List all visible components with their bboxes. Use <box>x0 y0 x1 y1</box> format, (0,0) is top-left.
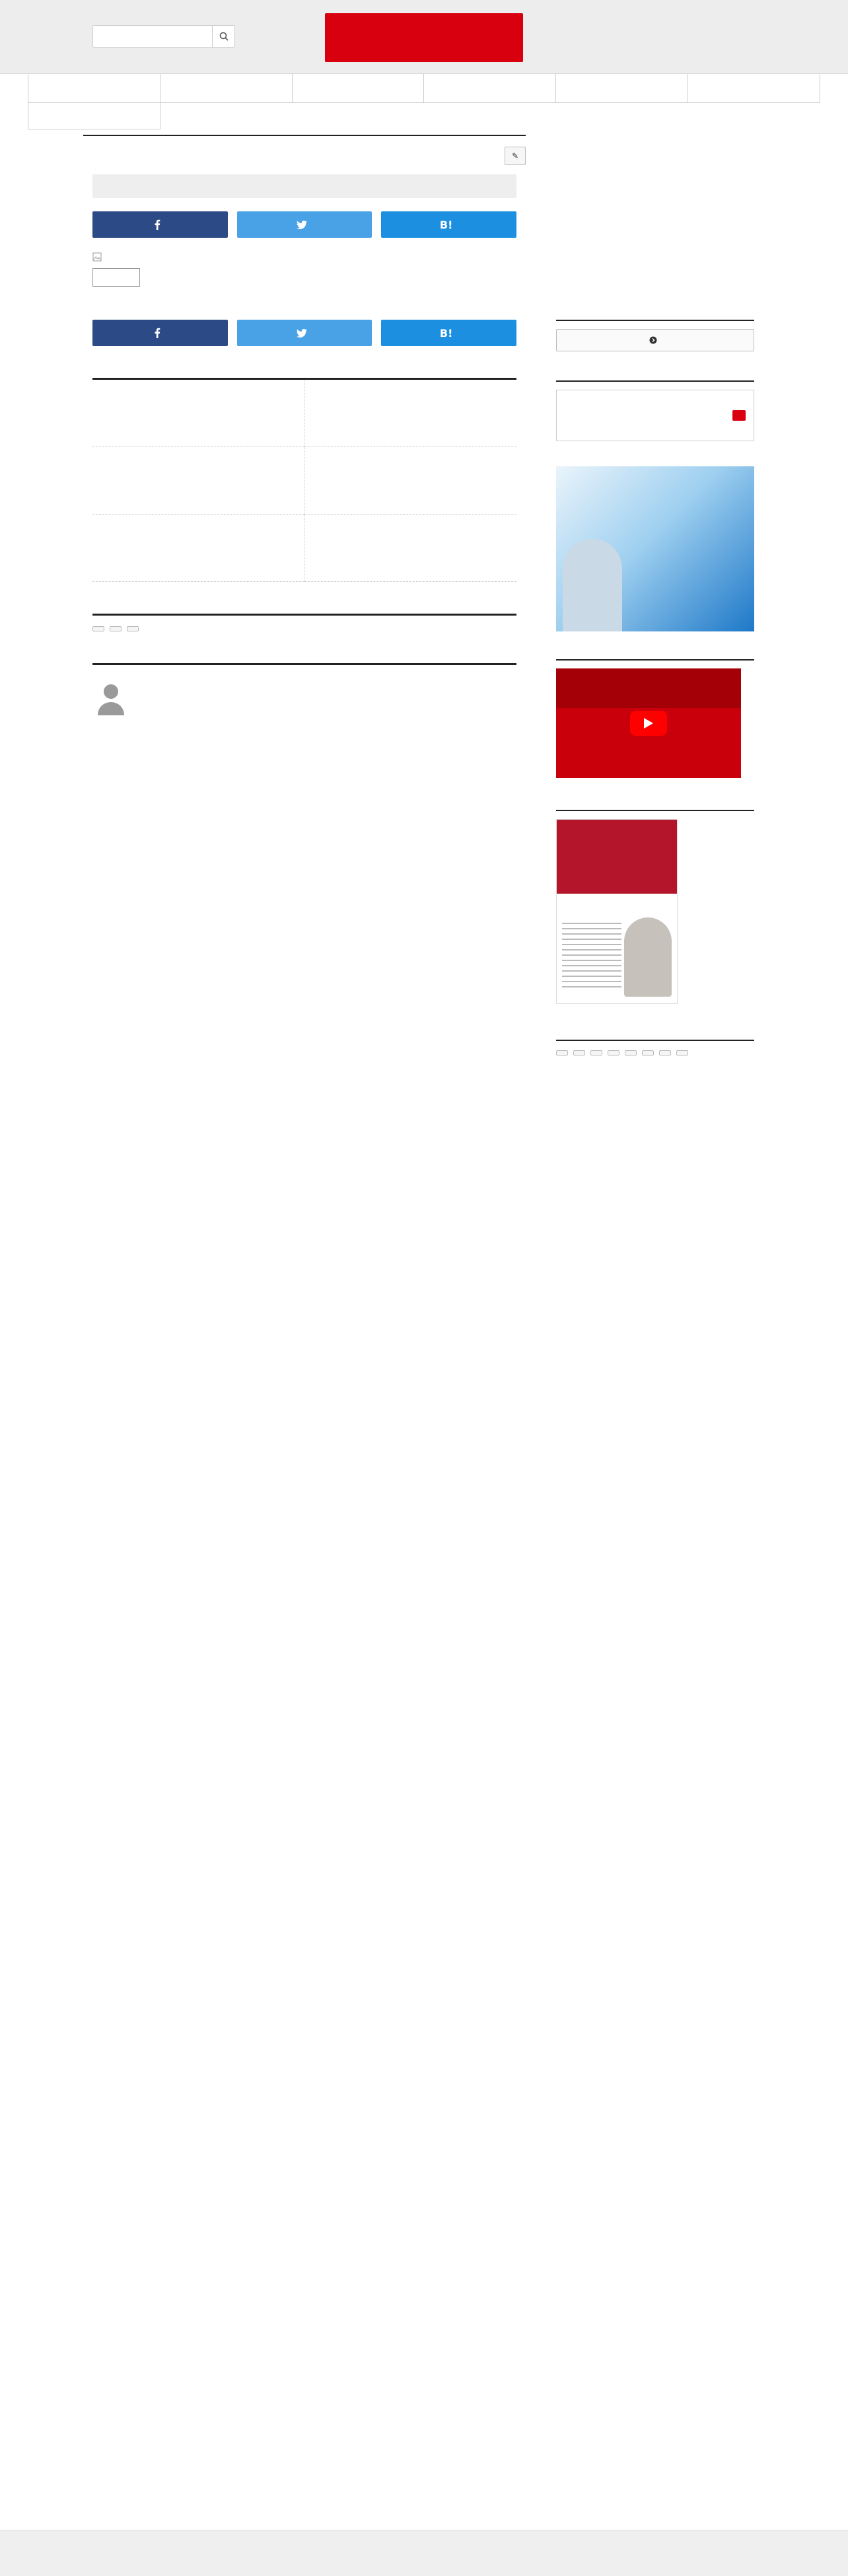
hatena-share-button[interactable] <box>381 211 516 238</box>
magazine-section <box>556 375 754 441</box>
hatena-share-button-bottom[interactable] <box>381 320 516 346</box>
related-item[interactable] <box>304 380 516 447</box>
related-item[interactable] <box>92 380 304 447</box>
book-cover[interactable] <box>556 819 678 1004</box>
facebook-share-button[interactable] <box>92 211 228 238</box>
nav-item-will[interactable] <box>28 103 160 129</box>
facebook-icon <box>154 328 160 338</box>
tag-link[interactable] <box>110 626 122 631</box>
comment-title <box>83 129 526 136</box>
related-thumb <box>308 461 361 501</box>
related-grid <box>92 380 516 582</box>
related-thumb <box>308 394 361 433</box>
related-tag-row <box>92 626 516 631</box>
video-flag-image <box>556 668 741 708</box>
play-icon <box>643 717 654 729</box>
wac-section <box>556 805 754 1004</box>
daily-video-section <box>556 654 754 778</box>
hatena-icon: B! <box>439 218 453 231</box>
keyword-tag[interactable] <box>590 1050 602 1055</box>
search-icon <box>219 32 229 41</box>
keyword-tag[interactable] <box>659 1050 671 1055</box>
sidebar <box>556 129 754 1055</box>
pencil-icon: ✎ <box>511 151 518 161</box>
nav-item-international[interactable] <box>424 74 556 103</box>
article-main <box>92 129 516 717</box>
related-keywords-title <box>92 608 516 616</box>
tag-link[interactable] <box>92 626 104 631</box>
nav-item-economy[interactable] <box>293 74 425 103</box>
twitter-share-button-bottom[interactable] <box>237 320 372 346</box>
related-thumb <box>308 528 361 568</box>
popular-section <box>556 314 754 351</box>
wac-title <box>556 805 754 811</box>
keyword-tag[interactable] <box>556 1050 568 1055</box>
related-item[interactable] <box>92 447 304 515</box>
nav-item-new[interactable] <box>28 74 160 103</box>
search-box <box>92 25 235 48</box>
keyword-tag[interactable] <box>625 1050 637 1055</box>
share-row-bottom <box>92 320 516 346</box>
book-author-photo <box>624 917 672 997</box>
author-row[interactable] <box>92 680 516 717</box>
hatena-icon: B! <box>439 326 453 340</box>
comment-section <box>83 129 526 165</box>
site-header <box>0 0 848 74</box>
play-button[interactable] <box>630 711 667 736</box>
article-lead <box>92 174 516 198</box>
twitter-icon <box>297 221 307 229</box>
keyword-tag[interactable] <box>676 1050 688 1055</box>
nav-row-2 <box>28 103 820 129</box>
ad-person-image <box>563 539 622 631</box>
search-input[interactable] <box>93 26 212 47</box>
share-row-top <box>92 211 516 238</box>
avatar-icon <box>92 680 129 717</box>
facebook-icon <box>154 219 160 230</box>
search-button[interactable] <box>212 26 234 47</box>
main-nav <box>0 74 848 129</box>
keyword-tag[interactable] <box>573 1050 585 1055</box>
nav-item-society[interactable] <box>556 74 688 103</box>
book-cover-top <box>557 820 677 894</box>
magazine-title <box>556 375 754 382</box>
site-footer <box>0 2530 848 2576</box>
article-image <box>92 252 516 262</box>
facebook-share-button-bottom[interactable] <box>92 320 228 346</box>
keyword-tag[interactable] <box>608 1050 619 1055</box>
nav-grid <box>28 74 820 103</box>
related-thumb <box>96 394 149 433</box>
keyword-row <box>556 1050 754 1055</box>
site-logo[interactable] <box>325 13 523 62</box>
broken-image-icon <box>92 252 102 262</box>
tag-link[interactable] <box>127 626 139 631</box>
keywords-title <box>556 1034 754 1041</box>
related-item[interactable] <box>304 515 516 582</box>
keyword-tag[interactable] <box>642 1050 654 1055</box>
getty-license-badge <box>92 268 140 287</box>
book-text-lines <box>562 919 621 991</box>
magazine-banner[interactable] <box>556 390 754 441</box>
comment-row <box>83 147 526 165</box>
related-articles <box>92 373 516 582</box>
fx-ad-banner[interactable] <box>556 466 754 631</box>
video-embed[interactable] <box>556 668 741 778</box>
twitter-share-button[interactable] <box>237 211 372 238</box>
related-item[interactable] <box>304 447 516 515</box>
related-keywords <box>92 608 516 631</box>
nav-item-environment[interactable] <box>688 74 820 103</box>
related-title <box>92 373 516 380</box>
twitter-icon <box>297 329 307 338</box>
related-thumb <box>96 528 149 568</box>
author-title <box>92 658 516 665</box>
daily-title <box>556 654 754 661</box>
author-section <box>92 658 516 717</box>
related-item[interactable] <box>92 515 304 582</box>
popular-title <box>556 314 754 321</box>
more-button[interactable] <box>556 329 754 351</box>
chevron-right-icon <box>649 336 657 344</box>
related-thumb <box>96 461 149 501</box>
popular-keywords-section <box>556 1034 754 1055</box>
magazine-badge <box>732 410 746 421</box>
write-comment-button[interactable] <box>505 147 526 165</box>
nav-item-politics[interactable] <box>160 74 293 103</box>
